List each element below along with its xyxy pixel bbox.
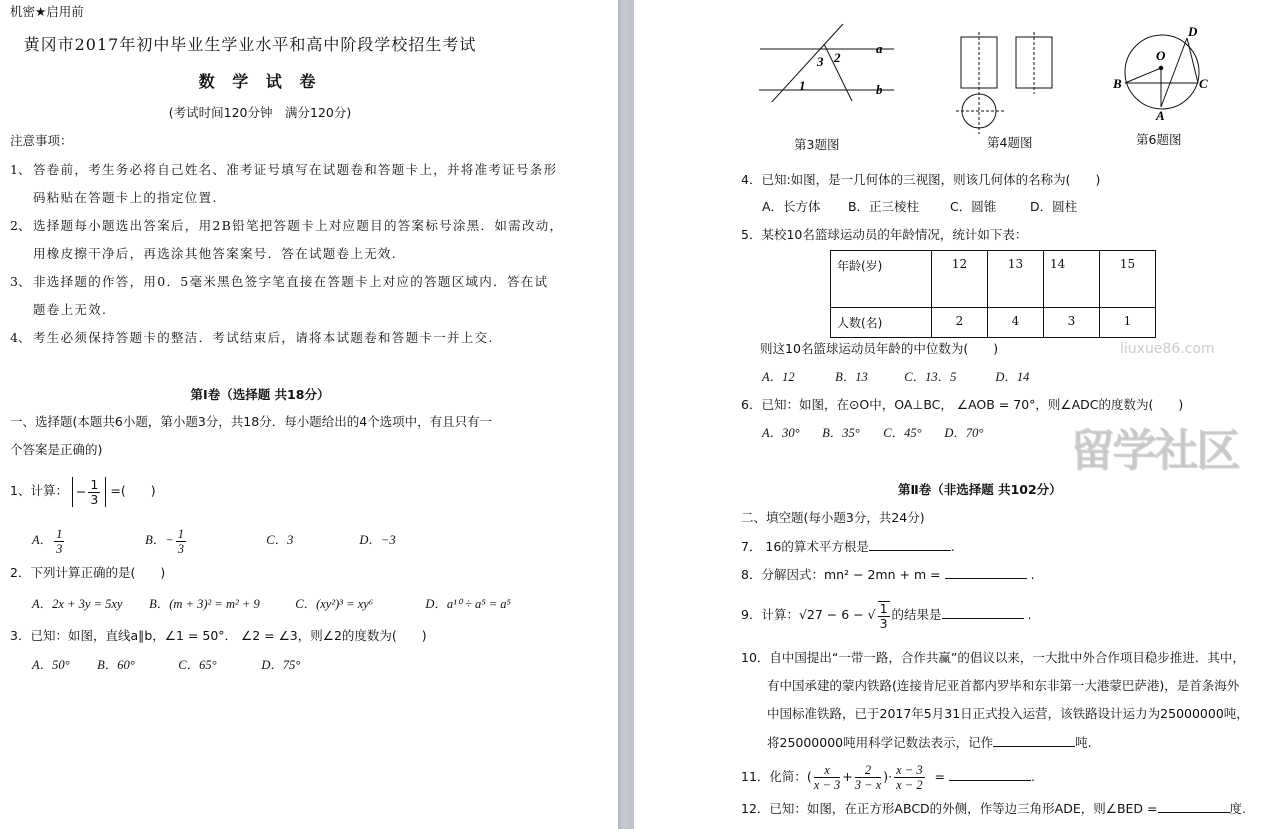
option-a: A．30°	[762, 426, 800, 440]
circle-o	[1125, 35, 1199, 109]
label-b: B	[1113, 76, 1122, 91]
table-cell: 1	[1100, 308, 1156, 338]
label-a: a	[876, 41, 883, 56]
question-6: 6．已知：如图，在⊙O中，OA⊥BC， ∠AOB = 70°，则∠ADC的度数为( )	[741, 397, 1184, 412]
option-b: B．(m + 3)² = m² + 9	[149, 597, 260, 611]
option-d: D．a¹⁰ ÷ a⁵ = a⁵	[425, 597, 511, 611]
q12-end: 度.	[1229, 801, 1246, 816]
notes-heading: 注意事项：	[10, 133, 73, 148]
fraction-denominator: 3	[879, 615, 888, 631]
answer-blank[interactable]	[945, 566, 1027, 579]
note-number: 3、	[10, 274, 31, 289]
note-number: 4、	[10, 330, 31, 345]
question-12	[741, 800, 1246, 817]
note-line: 选择题每小题选出答案后，用2B铅笔把答题卡上对应题目的答案标号涂黑．如需改动，	[33, 218, 564, 233]
fraction-numerator: 2	[855, 763, 881, 778]
answer-blank[interactable]	[949, 768, 1031, 781]
figure-3-caption: 第3题图	[794, 137, 840, 152]
section1-intro: 一、选择题(本题共6小题，第小题3分，共18分．每小题给出的4个选项中，有且只有一	[10, 414, 493, 429]
fraction-numerator: 1	[56, 526, 63, 541]
question-3: 3．已知：如图，直线a∥b，∠1 = 50°． ∠2 = ∠3，则∠2的度数为( )	[10, 628, 427, 643]
q7-end: .	[950, 539, 955, 554]
fraction-denominator: 3	[177, 541, 184, 556]
note-number: 1、	[10, 162, 31, 177]
fraction-denominator: x − 2	[896, 778, 923, 792]
answer-blank[interactable]	[942, 606, 1024, 619]
minus-sign: −	[75, 483, 87, 499]
q11-close: )·	[883, 769, 893, 784]
segment-ob	[1125, 68, 1161, 83]
option-d: D．70°	[944, 426, 984, 440]
table-cell: 4	[988, 308, 1044, 338]
right-page	[634, 0, 1262, 829]
q8-end: .	[1030, 567, 1035, 582]
option-c: C．45°	[883, 426, 922, 440]
q4-options	[762, 199, 1077, 215]
question-9	[741, 598, 1032, 632]
note-line: 题卷上无效.	[33, 302, 108, 317]
q8-text: 8．分解因式：mn² − 2mn + m =	[741, 567, 941, 582]
question-7	[741, 538, 955, 555]
q11-end: .	[1031, 769, 1035, 784]
q5-followup: 则这10名篮球运动员年龄的中位数为( )	[760, 341, 999, 356]
answer-blank[interactable]	[993, 734, 1075, 747]
figure-4-caption: 第4题图	[987, 135, 1033, 150]
q6-options	[762, 425, 983, 441]
fraction-numerator: 1	[879, 600, 888, 616]
answer-blank[interactable]	[869, 538, 951, 551]
fraction-numerator: x	[814, 763, 840, 778]
fraction-numerator: 1	[90, 476, 99, 492]
question-10-line	[767, 734, 1092, 751]
table-header-count: 人数(名)	[831, 308, 932, 338]
option-a: A．2x + 3y = 5xy	[32, 597, 123, 611]
option-c: C．圆锥	[949, 199, 997, 214]
question-10-line: 中国标准铁路，已于2017年5月31日正式投入运营，该铁路设计运力为25000000吨，	[767, 706, 1249, 721]
option-label: B．	[145, 533, 166, 547]
option-b: B．正三棱柱	[847, 199, 920, 214]
q12-text: 12．已知：如图，在正方形ABCD的外侧，作等边三角形ADE，则∠BED =	[741, 801, 1158, 816]
segment-dc	[1187, 38, 1198, 83]
q10-text: 将25000000吨用科学记数法表示，记作	[767, 735, 994, 750]
page-gutter	[618, 0, 634, 829]
label-b: b	[876, 82, 883, 97]
option-a: A．长方体	[762, 199, 821, 214]
option-c: C．3	[266, 533, 294, 547]
label-angle-3: 3	[817, 54, 824, 69]
option-b: B．35°	[822, 426, 860, 440]
table-cell: 12	[932, 251, 988, 308]
option-label: A．	[32, 533, 53, 547]
table-cell: 2	[932, 308, 988, 338]
note-line: 码粘贴在答题卡上的指定位置.	[33, 190, 218, 205]
q5-options	[762, 369, 1029, 385]
q1-tail: =( )	[110, 483, 156, 498]
option-d: D．75°	[261, 658, 301, 672]
label-a: A	[1156, 108, 1165, 123]
question-5: 5．某校10名篮球运动员的年龄情况，统计如下表：	[741, 227, 1028, 242]
note-number: 2、	[10, 218, 31, 233]
table-row	[831, 251, 1156, 308]
note-line: 非选择题的作答，用0．5毫米黑色签字笔直接在答题卡上对应的答题区域内．答在试	[33, 274, 549, 289]
watermark-url: liuxue86.com	[1120, 341, 1215, 357]
figure-4-three-views	[954, 22, 1059, 134]
exam-title: 黄冈市2017年初中毕业生学业水平和高中阶段学校招生考试	[23, 35, 477, 54]
label-angle-2: 2	[834, 50, 841, 65]
figure-6-caption: 第6题图	[1136, 132, 1182, 147]
confidential-label: 机密★启用前	[10, 4, 84, 19]
label-c: C	[1199, 76, 1208, 91]
fraction-denominator: 3	[90, 491, 99, 507]
table-cell: 14	[1044, 251, 1100, 308]
absolute-value	[72, 477, 106, 507]
q2-options	[32, 596, 511, 612]
option-c: C．13．5	[904, 370, 957, 384]
option-d: D．圆柱	[1029, 199, 1078, 214]
option-a: A．12	[762, 370, 795, 384]
question-11	[741, 760, 1035, 794]
left-page	[0, 0, 618, 829]
question-2: 2．下列计算正确的是( )	[10, 565, 166, 580]
table-cell: 3	[1044, 308, 1100, 338]
option-c: C．65°	[178, 658, 217, 672]
q7-text: 7． 16的算术平方根是	[741, 539, 869, 554]
figure-6-circle	[1112, 24, 1212, 124]
q3-options	[32, 657, 300, 673]
fraction-denominator: 3	[56, 541, 63, 556]
fraction-numerator: 1	[177, 526, 184, 541]
fraction-numerator: x − 3	[896, 763, 923, 777]
option-b	[145, 524, 263, 556]
option-d: D．14	[995, 370, 1030, 384]
section2-intro: 二、填空题(每小题3分，共24分)	[741, 510, 925, 525]
label-o: O	[1156, 48, 1166, 63]
label-d: D	[1188, 24, 1198, 39]
table-row	[831, 308, 1156, 338]
note-line: 答卷前，考生务必将自己姓名、准考证号填写在试题卷和答题卡上，并将准考证号条形	[33, 162, 558, 177]
q9-end: .	[1027, 607, 1032, 622]
q11-label: 11．化简：(	[741, 769, 812, 784]
plus-sign: +	[842, 769, 853, 784]
minus-sign: −	[165, 533, 174, 547]
equals-sign: =	[934, 769, 946, 784]
fraction-denominator: 3 − x	[854, 778, 882, 792]
question-10-line: 10．自中国提出“一带一路，合作共赢”的倡议以来，一大批中外合作项目稳步推进．其中，	[741, 650, 1245, 665]
question-8	[741, 566, 1035, 583]
label-angle-1: 1	[799, 78, 806, 93]
q1-label: 1、计算：	[10, 483, 68, 498]
q9-expression: 9．计算：√27 − 6 − √	[741, 607, 876, 622]
option-b: B．13	[835, 370, 868, 384]
question-1	[10, 476, 156, 507]
section1-intro: 个答案是正确的)	[10, 442, 103, 457]
subject-title: 数 学 试 卷	[198, 72, 322, 91]
option-d: D．−3	[359, 533, 396, 547]
q1-options	[32, 524, 396, 556]
watermark-logo: 留学社区	[1070, 425, 1238, 476]
question-10-line: 有中国承建的蒙内铁路(连接肯尼亚首都内罗毕和东非第一大港蒙巴萨港)，是首条海外	[767, 678, 1240, 693]
note-line: 用橡皮擦干净后，再选涂其他答案案号．答在试题卷上无效.	[33, 246, 398, 261]
answer-blank[interactable]	[1158, 800, 1230, 813]
table-cell: 13	[988, 251, 1044, 308]
option-c: C．(xy²)³ = xy⁶	[295, 597, 374, 611]
part2-heading: 第Ⅱ卷（非选择题 共102分）	[898, 482, 1062, 497]
table-cell: 15	[1100, 251, 1156, 308]
note-line: 考生必须保持答题卡的整洁．考试结束后，请将本试题卷和答题卡一并上交.	[33, 330, 494, 345]
option-a: A．50°	[32, 658, 70, 672]
figure-3-parallel-lines	[754, 22, 894, 102]
question-4: 4．已知:如图，是一几何体的三视图，则该几何体的名称为( )	[741, 172, 1101, 187]
option-a	[32, 524, 142, 556]
q9-text: 的结果是	[891, 607, 942, 622]
fraction-denominator: x − 3	[813, 778, 841, 792]
table-header-age: 年龄(岁)	[831, 251, 932, 308]
exam-info: (考试时间120分钟 满分120分)	[168, 105, 352, 120]
option-b: B．60°	[97, 658, 135, 672]
part1-heading: 第Ⅰ卷（选择题 共18分）	[190, 387, 330, 402]
q10-end: 吨.	[1075, 735, 1092, 750]
age-table	[830, 250, 1156, 338]
